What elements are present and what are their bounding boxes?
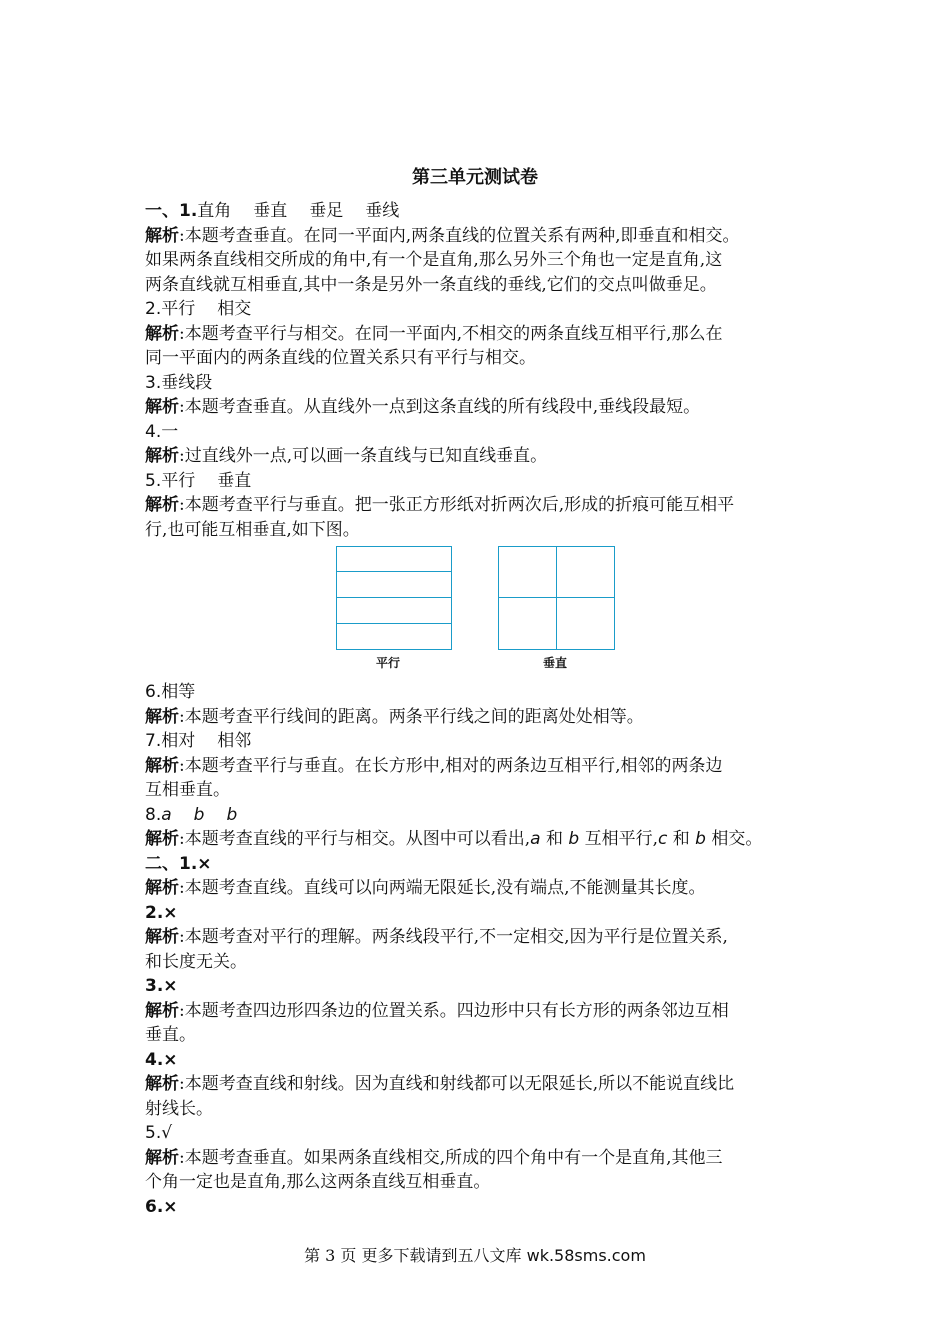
question-number: 4.: [145, 1049, 164, 1070]
explanation-text: :本题考查垂直。从直线外一点到这条直线的所有线段中,垂线段最短。: [179, 397, 701, 417]
fold-figure: [145, 546, 835, 674]
explanation-label: 解析: [145, 495, 179, 515]
explanation-label: 解析: [145, 446, 179, 466]
explanation-text: 和: [545, 829, 563, 849]
section-number: 一、1.: [145, 201, 198, 221]
answer-2-5: [145, 1121, 835, 1146]
answer-text: 一: [161, 421, 179, 442]
answer-mark: ×: [163, 1196, 178, 1217]
explanation-text: 相交。: [711, 829, 763, 849]
explanation-1-6: [145, 705, 835, 730]
answer-text: 垂线段: [161, 372, 213, 393]
section-number: 二、1.: [145, 853, 198, 874]
explanation-text: 行,也可能互相垂直,如下图。: [145, 519, 360, 540]
answer-mark: ×: [163, 1049, 178, 1070]
explanation-text: 互相垂直。: [145, 780, 230, 800]
footer-page-text: 第 3 页 更多下载请到五八文库: [304, 1246, 522, 1265]
answer-text: 垂线: [365, 201, 400, 221]
explanation-text: 射线长。: [145, 1098, 213, 1119]
explanation-text: 同一平面内的两条直线的位置关系只有平行与相交。: [145, 348, 536, 368]
answer-1-7: [145, 729, 835, 754]
explanation-text: 垂直。: [145, 1025, 196, 1045]
answer-text: 垂直: [253, 201, 288, 221]
variable-b: b: [568, 829, 580, 849]
explanation-text: :本题考查对平行的理解。两条线段平行,不一定相交,因为平行是位置关系,: [179, 927, 728, 947]
fold-line: [337, 623, 451, 624]
answer-2-3: [145, 974, 835, 999]
question-number: 2.: [145, 299, 162, 319]
fold-line: [337, 597, 451, 598]
answer-1-8: [145, 803, 835, 828]
answer-1-1: [145, 199, 835, 224]
answer-2-1: [145, 852, 835, 877]
variable-c: c: [657, 829, 668, 849]
answer-1-2: [145, 297, 835, 322]
explanation-text: :本题考查平行线间的距离。两条平行线之间的距离处处相等。: [179, 706, 644, 727]
answer-1-3: [145, 371, 835, 396]
answer-text: 垂足: [309, 201, 344, 221]
explanation-text: 如果两条直线相交所成的角中,有一个是直角,那么另外三个角也一定是直角,这: [145, 250, 723, 270]
explanation-label: 解析: [145, 1147, 179, 1168]
answer-text: 相邻: [217, 731, 252, 751]
caption-perpendicular: 垂直: [543, 656, 568, 670]
question-number: 6.: [145, 1196, 164, 1217]
answer-mark: ×: [163, 902, 178, 923]
explanation-text: :本题考查直线的平行与相交。从图中可以看出,: [179, 829, 531, 849]
question-number: 8.: [145, 804, 162, 825]
explanation-text: 互相平行,: [584, 829, 658, 849]
explanation-1-5: [145, 493, 835, 518]
variable-b: b: [695, 829, 706, 849]
perpendicular-fold-square: [498, 546, 615, 650]
answer-mark: ×: [197, 853, 212, 874]
answer-text: 平行: [161, 470, 196, 491]
explanation-label: 解析: [145, 1000, 179, 1021]
question-number: 2.: [145, 902, 164, 923]
footer-site-link[interactable]: wk.58sms.com: [526, 1246, 646, 1265]
explanation-text: :本题考查四边形四条边的位置关系。四边形中只有长方形的两条邻边互相: [179, 1000, 729, 1021]
answer-text: 垂直: [217, 470, 252, 491]
explanation-label: 解析: [145, 878, 179, 898]
answer-mark: ×: [163, 976, 178, 996]
fold-line: [337, 571, 451, 572]
answer-content: [145, 199, 835, 1219]
question-number: 5.: [145, 470, 162, 491]
answer-1-5: [145, 469, 835, 494]
explanation-text: :本题考查垂直。在同一平面内,两条直线的位置关系有两种,即垂直和相交。: [179, 225, 740, 246]
explanation-2-4: [145, 1072, 835, 1097]
answer-2-2: [145, 901, 835, 926]
caption-parallel: 平行: [376, 656, 401, 670]
answer-text: 相等: [161, 682, 196, 702]
explanation-label: 解析: [145, 397, 179, 417]
explanation-1-8: [145, 827, 835, 852]
explanation-2-3: [145, 999, 835, 1024]
answer-variable: b: [226, 804, 238, 825]
explanation-2-5: [145, 1146, 835, 1171]
explanation-label: 解析: [145, 927, 179, 947]
explanation-text: :本题考查平行与垂直。把一张正方形纸对折两次后,形成的折痕可能互相平: [179, 495, 735, 515]
fold-line: [556, 547, 557, 649]
explanation-1-4: [145, 444, 835, 469]
explanation-text: :本题考查直线和射线。因为直线和射线都可以无限延长,所以不能说直线比: [179, 1074, 735, 1094]
answer-2-6: [145, 1195, 835, 1220]
explanation-2-1: [145, 876, 835, 901]
explanation-2-2: [145, 925, 835, 950]
answer-text: 直角: [197, 201, 232, 221]
answer-variable: b: [193, 804, 205, 825]
parallel-fold-square: [336, 546, 452, 650]
explanation-label: 解析: [145, 829, 179, 849]
fold-line: [499, 597, 614, 598]
question-number: 3.: [145, 976, 164, 996]
variable-a: a: [530, 829, 541, 849]
answer-text: 平行: [161, 299, 196, 319]
explanation-text: :过直线外一点,可以画一条直线与已知直线垂直。: [179, 446, 548, 466]
explanation-text: 和长度无关。: [145, 951, 247, 972]
explanation-1-3: [145, 395, 835, 420]
question-number: 7.: [145, 731, 162, 751]
answer-text: 相对: [161, 731, 196, 751]
explanation-text: :本题考查平行与垂直。在长方形中,相对的两条边互相平行,相邻的两条边: [179, 755, 723, 776]
answer-mark: √: [161, 1123, 173, 1143]
answer-1-4: [145, 420, 835, 445]
explanation-text: :本题考查直线。直线可以向两端无限延长,没有端点,不能测量其长度。: [179, 878, 706, 898]
answer-text: 相交: [217, 299, 252, 319]
explanation-text: 两条直线就互相垂直,其中一条是另外一条直线的垂线,它们的交点叫做垂足。: [145, 274, 717, 295]
question-number: 4.: [145, 421, 162, 442]
explanation-label: 解析: [145, 706, 179, 727]
answer-1-6: [145, 680, 835, 705]
explanation-text: 个角一定也是直角,那么这两条直线互相垂直。: [145, 1172, 491, 1192]
page-title: 第三单元测试卷: [412, 167, 538, 188]
explanation-label: 解析: [145, 323, 179, 344]
explanation-label: 解析: [145, 225, 179, 246]
explanation-1-2: [145, 322, 835, 347]
explanation-text: :本题考查平行与相交。在同一平面内,不相交的两条直线互相平行,那么在: [179, 323, 723, 344]
question-number: 3.: [145, 372, 162, 393]
explanation-text: 和: [672, 829, 690, 849]
answer-variable: a: [161, 804, 172, 825]
question-number: 6.: [145, 682, 162, 702]
answer-2-4: [145, 1048, 835, 1073]
page-footer: [0, 1243, 950, 1266]
explanation-text: :本题考查垂直。如果两条直线相交,所成的四个角中有一个是直角,其他三: [179, 1147, 723, 1168]
explanation-label: 解析: [145, 1074, 179, 1094]
explanation-1-1: [145, 224, 835, 249]
explanation-1-7: [145, 754, 835, 779]
explanation-label: 解析: [145, 755, 179, 776]
question-number: 5.: [145, 1123, 162, 1143]
